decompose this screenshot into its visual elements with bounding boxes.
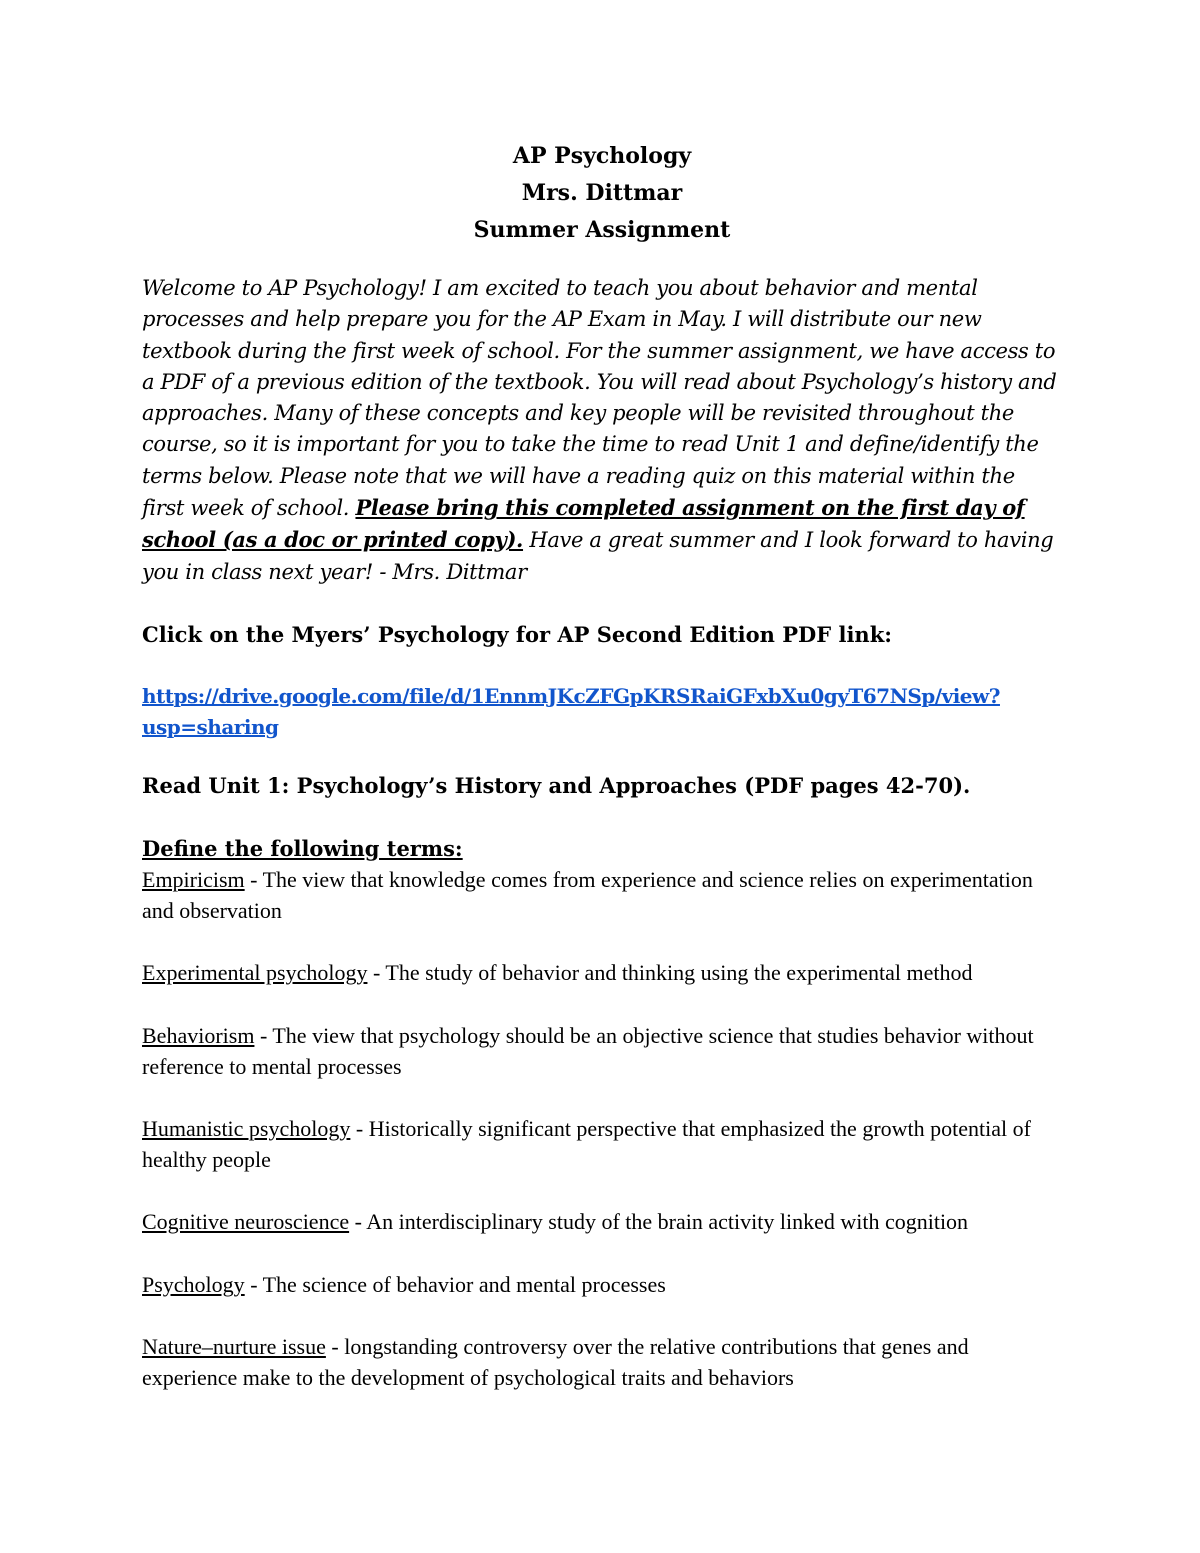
term-item [142,1331,1062,1393]
term-name: Cognitive neuroscience [142,1209,350,1235]
term-definition: - The science of behavior and mental processes [244,1271,666,1297]
pdf-drive-link[interactable]: https://drive.google.com/file/d/1EnnmJKcZFGpKRSRaiGFxbXu0gyT67NSp/view?usp=sharing [142,684,1000,740]
term-definition: - The view that psychology should be an objective science that studies behavior without reference to mental processes [142,1022,1034,1079]
term-item [142,1206,1062,1237]
term-definition: - The study of behavior and thinking using the experimental method [367,960,973,986]
course-title: AP Psychology [512,143,692,169]
term-definition: - An interdisciplinary study of the brain activity linked with cognition [349,1209,969,1235]
intro-emphasis: Please bring this completed assignment on the first day of school (as a doc or printed copy). [142,495,1025,553]
term-definition: - The view that knowledge comes from experience and science relies on experimentation and observation [142,866,1033,924]
term-definition: - longstanding controversy over the relative contributions that genes and experience make to the development of psychological traits and behaviors [142,1333,969,1391]
term-item [142,1020,1062,1082]
term-item [142,1113,1062,1175]
assignment-title: Summer Assignment [473,217,731,243]
terms-heading: Define the following terms: [142,835,463,861]
intro-text-after: Have a great summer and I look forward to having you in class next year! - Mrs. Dittmar [142,528,1054,584]
term-name: Empiricism [142,866,245,892]
reading-assignment: Read Unit 1: Psychology’s History and Approaches (PDF pages 42-70). [142,772,971,798]
term-name: Psychology [142,1271,245,1297]
pdf-link-instruction: Click on the Myers’ Psychology for AP Second Edition PDF link: [142,621,892,647]
term-item [142,957,1062,988]
term-item [142,1269,1062,1300]
intro-paragraph [142,273,1062,588]
term-item [142,864,1062,926]
term-name: Behaviorism [142,1022,255,1048]
teacher-name: Mrs. Dittmar [521,180,683,206]
term-definition: - Historically significant perspective that emphasized the growth potential of healthy people [142,1116,1031,1173]
term-name: Experimental psychology [142,960,368,986]
term-name: Nature–nurture issue [142,1333,326,1359]
term-name: Humanistic psychology [142,1116,351,1141]
terms-list [142,864,1062,1393]
document-page [142,138,1062,1424]
intro-text-before: Welcome to AP Psychology! I am excited to teach you about behavior and mental processes and help prepare you for the AP Exam in May. I will distribute our new textbook during the first week of school. For the summer assignment, we have access to a PDF of a previous edition of the textbook. You will read about Psychology’s history and approaches. Many of these concepts and key people will be revisited throughout the course, so it is important for you to take the time to read Unit 1 and define/identify the terms below. Please note that we will have a reading quiz on this material within the first week of school. [142,276,1057,521]
